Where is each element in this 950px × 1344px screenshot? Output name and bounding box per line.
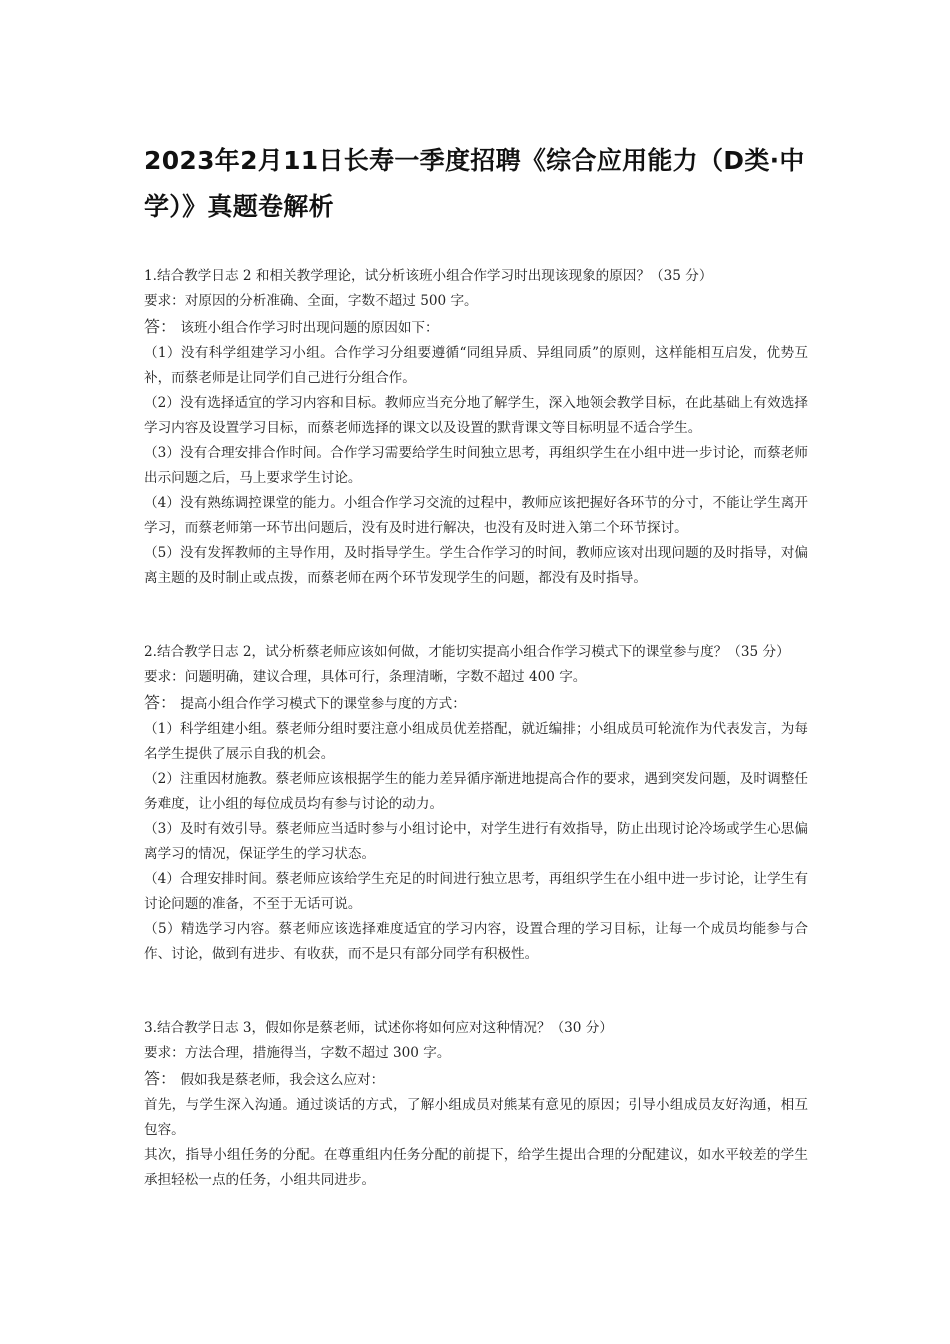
answer-point: （4）没有熟练调控课堂的能力。小组合作学习交流的过程中，教师应该把握好各环节的分寸，不能让学生离开学习，而蔡老师第一环节出问题后，没有及时进行解决，也没有及时进入第二个环节探讨。	[144, 495, 808, 536]
requirement-text: 要求：问题明确，建议合理，具体可行，条理清晰，字数不超过 400 字。	[144, 669, 587, 685]
question-text: 2.结合教学日志 2，试分析蔡老师应该如何做，才能切实提高小组合作学习模式下的课堂参与度？（35 分）	[144, 644, 790, 660]
answer-point: 首先，与学生深入沟通。通过谈话的方式，了解小组成员对熊某有意见的原因；引导小组成员友好沟通，相互包容。	[144, 1097, 808, 1138]
answer-point: （4）合理安排时间。蔡老师应该给学生充足的时间进行独立思考，再组织学生在小组中进一步讨论，让学生有讨论问题的准备，不至于无话可说。	[144, 871, 808, 912]
requirement-text: 要求：对原因的分析准确、全面，字数不超过 500 字。	[144, 293, 478, 309]
answer-intro: 提高小组合作学习模式下的课堂参与度的方式：	[180, 696, 466, 712]
question-section-3	[144, 1016, 808, 1193]
answer-point: （2）注重因材施教。蔡老师应该根据学生的能力差异循序渐进地提高合作的要求，遇到突发问题，及时调整任务难度，让小组的每位成员均有参与讨论的动力。	[144, 771, 808, 812]
answer-point: （5）没有发挥教师的主导作用，及时指导学生。学生合作学习的时间，教师应该对出现问题的及时指导，对偏离主题的及时制止或点拨，而蔡老师在两个环节发现学生的问题，都没有及时指导。	[144, 545, 808, 586]
answer-label: 答：	[144, 1069, 177, 1088]
answer-point: （5）精选学习内容。蔡老师应该选择难度适宜的学习内容，设置合理的学习目标，让每一个成员均能参与合作、讨论，做到有进步、有收获，而不是只有部分同学有积极性。	[144, 921, 808, 962]
question-text: 3.结合教学日志 3，假如你是蔡老师，试述你将如何应对这种情况？（30 分）	[144, 1020, 613, 1036]
document-page	[144, 138, 808, 1242]
answer-heading	[144, 314, 808, 341]
answer-label: 答：	[144, 317, 177, 336]
question-section-2	[144, 640, 808, 967]
answer-point: （1）科学组建小组。蔡老师分组时要注意小组成员优差搭配，就近编排；小组成员可轮流作为代表发言，为每名学生提供了展示自我的机会。	[144, 721, 808, 762]
answer-point: （2）没有选择适宜的学习内容和目标。教师应当充分地了解学生，深入地领会教学目标，在此基础上有效选择学习内容及设置学习目标，而蔡老师选择的课文以及设置的默背课文等目标明显不适合学生。	[144, 395, 808, 436]
answer-point: 其次，指导小组任务的分配。在尊重组内任务分配的前提下，给学生提出合理的分配建议，如水平较差的学生承担轻松一点的任务，小组共同进步。	[144, 1147, 808, 1188]
answer-point: （3）没有合理安排合作时间。合作学习需要给学生时间独立思考，再组织学生在小组中进一步讨论，而蔡老师出示问题之后，马上要求学生讨论。	[144, 445, 808, 486]
question-text: 1.结合教学日志 2 和相关教学理论，试分析该班小组合作学习时出现该现象的原因？（35 分）	[144, 268, 713, 284]
answer-point: （3）及时有效引导。蔡老师应当适时参与小组讨论中，对学生进行有效指导，防止出现讨论冷场或学生心思偏离学习的情况，保证学生的学习状态。	[144, 821, 808, 862]
answer-heading	[144, 690, 808, 717]
answer-point: （1）没有科学组建学习小组。合作学习分组要遵循“同组异质、异组同质”的原则，这样能相互启发，优势互补，而蔡老师是让同学们自己进行分组合作。	[144, 345, 808, 386]
question-section-1	[144, 264, 808, 591]
answer-intro: 该班小组合作学习时出现问题的原因如下：	[180, 320, 439, 336]
answer-label: 答：	[144, 693, 177, 712]
answer-heading	[144, 1066, 808, 1093]
document-title: 2023年2月11日长寿一季度招聘《综合应用能力（D类·中学）》真题卷解析	[144, 146, 805, 221]
answer-intro: 假如我是蔡老师，我会这么应对：	[180, 1072, 385, 1088]
requirement-text: 要求：方法合理，措施得当，字数不超过 300 字。	[144, 1045, 451, 1061]
